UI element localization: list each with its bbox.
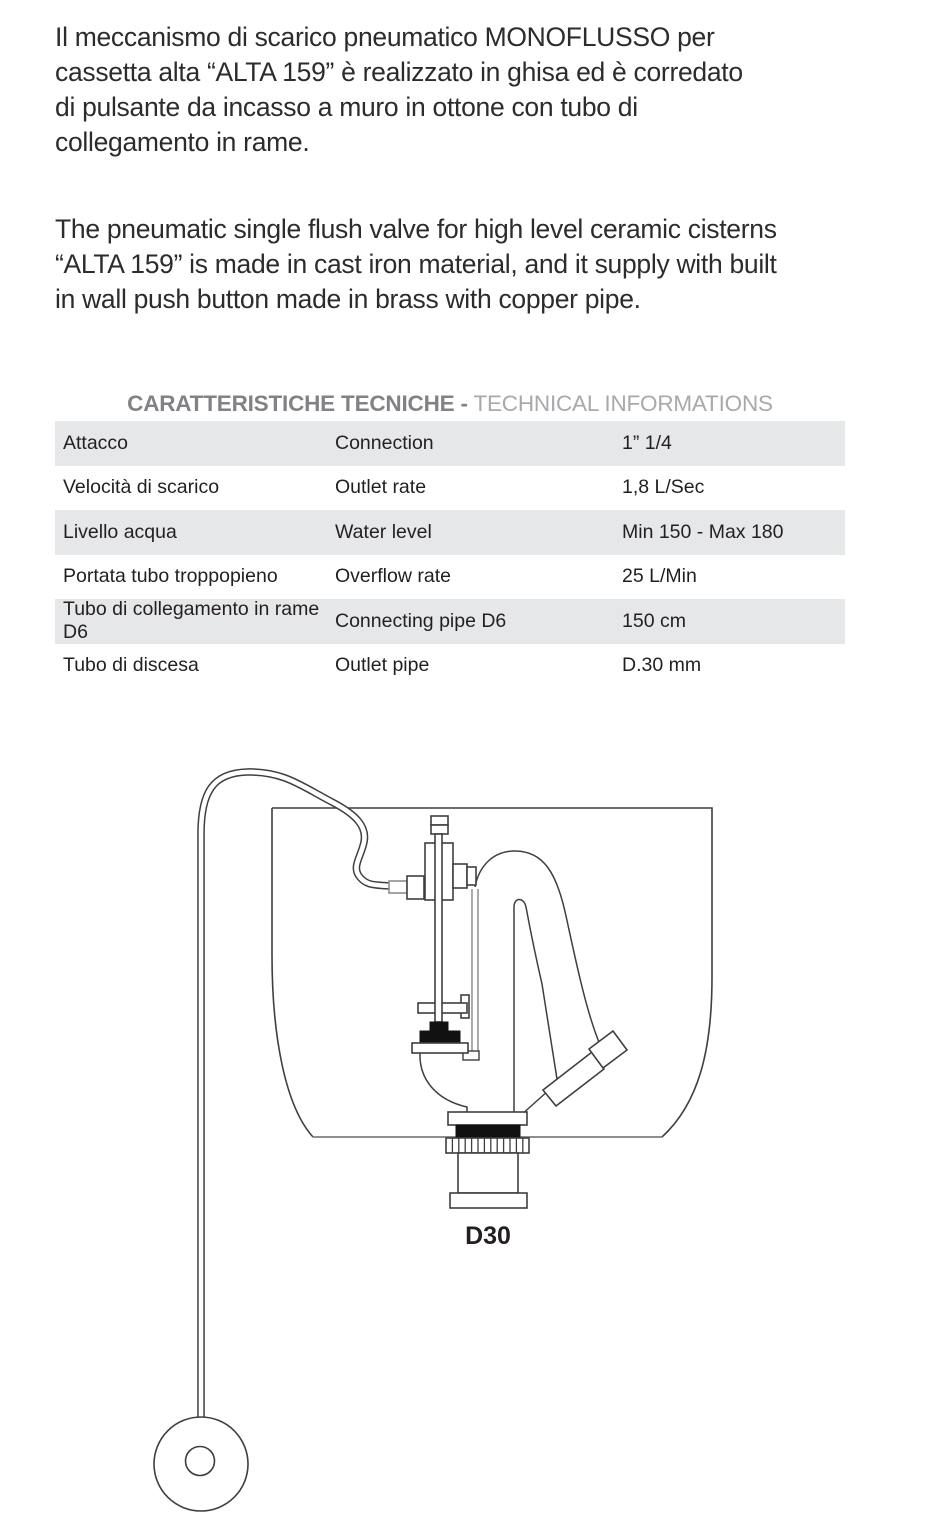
mechanism-diagram — [110, 750, 750, 1532]
valve-cap-top — [431, 816, 448, 825]
spec-table-title — [55, 391, 845, 417]
spec-table-title-italian: CARATTERISTICHE TECNICHE - — [127, 391, 468, 416]
spec-table-title-english: TECHNICAL INFORMATIONS — [473, 391, 773, 416]
spec-label-it: Livello acqua — [63, 520, 177, 543]
spec-label-it: Portata tubo troppopieno — [63, 565, 278, 588]
spec-value: 150 cm — [622, 609, 686, 632]
spec-label-it: Tubo di discesa — [63, 654, 199, 677]
valve-rod — [435, 834, 442, 1022]
table-row — [55, 644, 845, 689]
pneumatic-valve — [389, 816, 476, 1022]
spec-value: D.30 mm — [622, 654, 702, 677]
spec-label-en: Overflow rate — [335, 565, 451, 588]
pipe-end-fitting — [389, 881, 407, 893]
spec-value: 25 L/Min — [622, 565, 697, 588]
spec-label-en: Outlet pipe — [335, 654, 430, 677]
spec-value: 1,8 L/Sec — [622, 476, 705, 499]
table-row — [55, 599, 845, 644]
outlet-assembly — [446, 1112, 529, 1208]
spec-table — [55, 421, 845, 688]
spec-value: Min 150 - Max 180 — [622, 520, 784, 543]
d30-label: D30 — [465, 1222, 511, 1250]
spec-label-en: Water level — [335, 520, 432, 543]
valve-left-nut — [407, 876, 424, 899]
valve-right-connector-tip — [467, 867, 476, 885]
intro-paragraph-italian: Il meccanismo di scarico pneumatico MONOFLUSSO per cassetta alta “ALTA 159” è realizzato in ghisa ed è corredato di pulsante da incasso a muro in ottone con tubo di collegamento in rame. — [55, 22, 743, 157]
table-row — [55, 421, 845, 466]
spec-value: 1” 1/4 — [622, 431, 672, 454]
flush-plunger — [412, 1022, 468, 1053]
valve-cap — [431, 825, 448, 834]
spec-label-en: Connecting pipe D6 — [335, 609, 507, 632]
push-button — [154, 1417, 248, 1511]
outlet-flange — [448, 1112, 527, 1125]
spec-label-en: Connection — [335, 431, 434, 454]
intro-paragraph-english: The pneumatic single flush valve for high level ceramic cisterns “ALTA 159” is made in cast iron material, and it supply with built in wall push button made in brass with copper pipe. — [55, 214, 777, 314]
cistern-drawing — [110, 750, 750, 1532]
copper-pipe — [201, 772, 391, 1420]
plunger-flange — [412, 1043, 468, 1053]
trap-curve — [420, 1053, 467, 1113]
table-row — [55, 555, 845, 600]
outlet-bottom-flange — [450, 1193, 527, 1208]
table-row — [55, 466, 845, 511]
outlet-cylinder — [458, 1153, 518, 1193]
overflow-standpipe — [472, 889, 478, 1051]
table-row — [55, 510, 845, 555]
spec-label-it: Attacco — [63, 431, 129, 454]
spec-label-en: Outlet rate — [335, 476, 427, 499]
outlet-gasket — [456, 1125, 520, 1138]
push-button-center — [186, 1447, 215, 1476]
valve-right-connector — [453, 864, 467, 888]
spec-label-it: Tubo di collegamento in rame D6 — [63, 598, 320, 644]
spec-label-it: Velocità di scarico — [63, 476, 220, 499]
